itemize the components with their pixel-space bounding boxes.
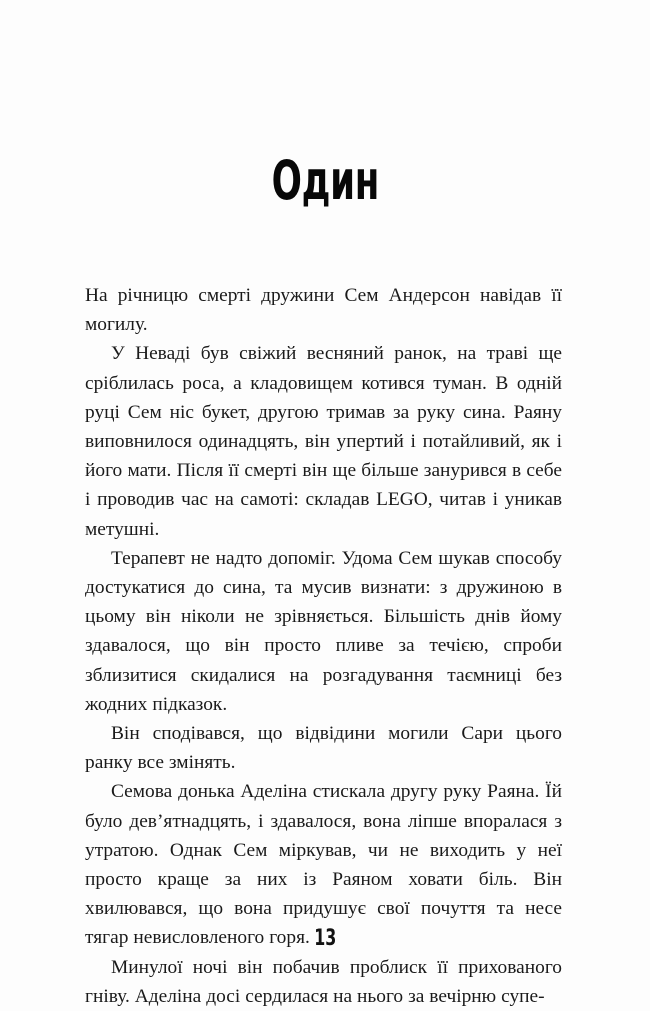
page-number: 13 bbox=[313, 926, 337, 951]
body-paragraph: На річницю смерті дружини Сем Андерсон навідав її могилу. bbox=[85, 285, 562, 336]
chapter-title: Один bbox=[271, 149, 379, 213]
body-paragraph: Він сподівався, що відвідини могили Сари цього ранку все змінять. bbox=[85, 723, 562, 774]
body-paragraph: У Неваді був свіжий весняний ранок, на траві ще сріблилась роса, а кладовищем котився туман. В одній руці Сем ніс букет, другою тримав за руку сина. Раяну виповнилося одинадцять, він упертий і потайливий, як і його мати. Після її смерті він ще більше занурився в себе і проводив час на самоті: складав LEGO, читав і уникав метушні. bbox=[85, 343, 562, 540]
body-paragraph: Минулої ночі він побачив проблиск її прихованого гніву. Аделіна досі сердилася на нього за вечірню супе- bbox=[85, 956, 562, 1007]
chapter-title-container bbox=[0, 118, 650, 244]
body-text-block bbox=[85, 281, 562, 1011]
folio-container bbox=[0, 928, 650, 950]
body-paragraph: Терапевт не надто допоміг. Удома Сем шукав способу достукатися до сина, та мусив визнати: з дружиною в цьому він ніколи не зрівняється. Більшість днів йому здавалося, що він просто пливе за течією, спроби зблизитися скидалися на розгадування таємниці без жодних підказок. bbox=[85, 547, 562, 715]
body-paragraph: Семова донька Аделіна стискала другу руку Раяна. Їй було дев’ятнадцять, і здавалося, вона ліпше впоралася з утратою. Однак Сем міркував, чи не виходить у неї просто краще за них із Раяном ховати біль. Він хвилювався, що вона придушує свої почуття та несе тягар невисловленого горя. bbox=[85, 781, 562, 949]
